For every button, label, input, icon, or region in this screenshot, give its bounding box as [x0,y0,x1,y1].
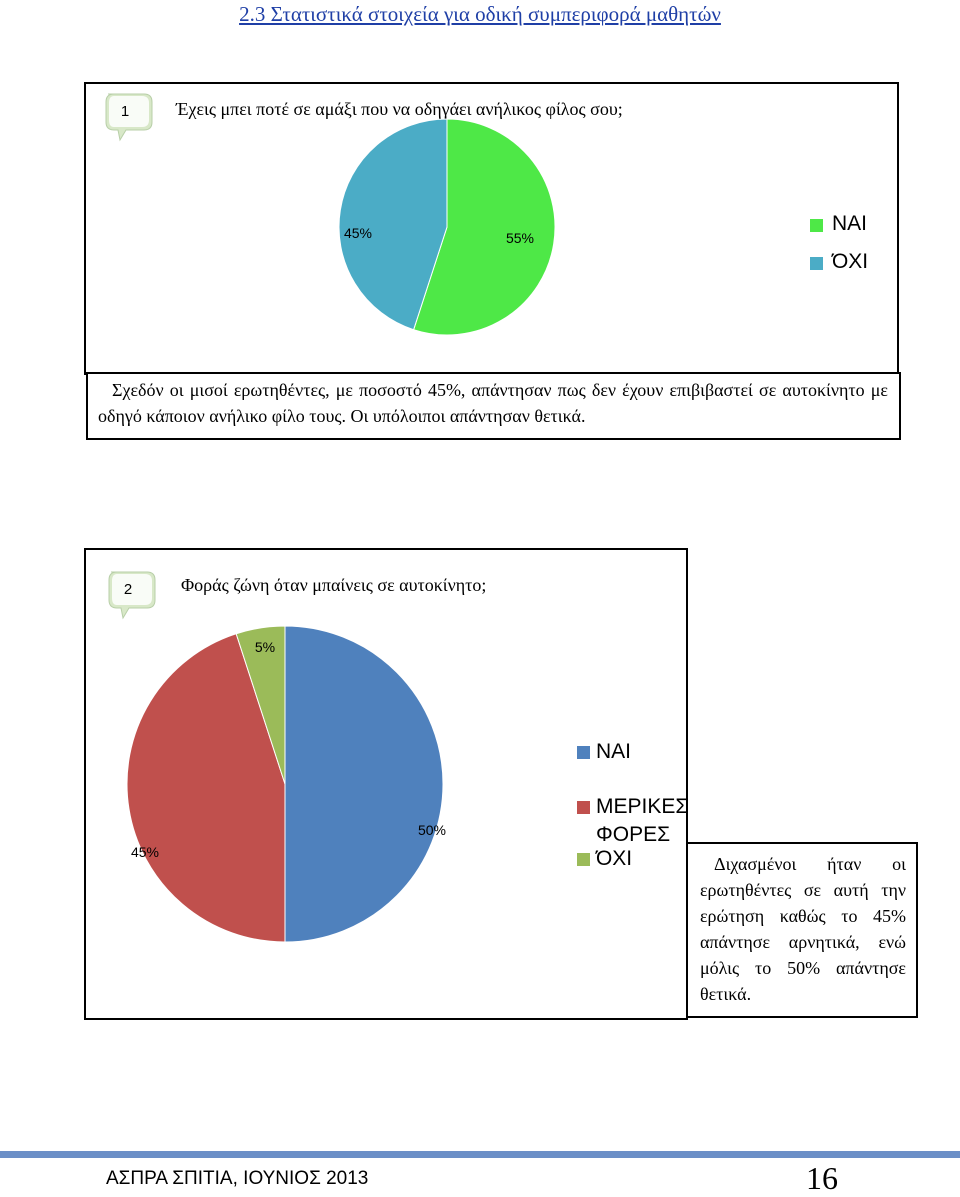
legend-label: ΝΑΙ [832,212,868,235]
legend-label: ΝΑΙ [596,740,632,763]
pie-slice-1 [285,626,443,942]
legend-swatch [810,257,823,270]
legend-swatch [577,853,590,866]
data-label-3: 5% [254,639,276,655]
legend-label: ΌΧΙ [596,847,633,870]
data-label-2: 45% [130,844,160,860]
legend-label: ΜΕΡΙΚΕΣ ΦΟΡΕΣ [596,795,689,846]
page-number: 16 [806,1160,838,1196]
pie-chart-1 [300,100,600,360]
page-heading: 2.3 Στατιστικά στοιχεία για οδική συμπεριφορά μαθητών [239,2,721,26]
legend-label: ΌΧΙ [832,250,869,273]
question-text-2: Φοράς ζώνη όταν μπαίνεις σε αυτοκίνητο; [181,575,487,595]
footer-divider [0,1151,960,1158]
question-text-1: Έχεις μπει ποτέ σε αμάξι που να οδηγάει ανήλικος φίλος σου; [176,99,623,119]
legend-2 [570,738,689,878]
caption-text-1: Σχεδόν οι μισοί ερωτηθέντες, με ποσοστό 45%, απάντησαν πως δεν έχουν επιβιβαστεί σε αυτοκίνητο με οδηγό κάποιον ανήλικο φίλο τους. Οι υπόλοιποι απάντησαν θετικά. [98,380,888,426]
data-label-1: 50% [417,822,447,838]
footer-text: ΑΣΠΡΑ ΣΠΙΤΙΑ, ΙΟΥΝΙΟΣ 2013 [106,1168,369,1189]
legend-swatch [810,219,823,232]
question-number-1: 1 [120,103,130,120]
caption-text-2: Διχασμένοι ήταν οι ερωτηθέντες σε αυτή την ερώτηση καθώς το 45% απάντησε αρνητικά, ενώ μόλις το 50% απάντησε θετικά. [700,854,906,1004]
legend-swatch [577,746,590,759]
legend-1 [800,210,895,290]
legend-swatch [577,801,590,814]
data-label-1: 55% [505,230,535,246]
data-label-2: 45% [343,225,373,241]
question-number-2: 2 [123,581,133,598]
pie-chart-2 [110,615,470,955]
